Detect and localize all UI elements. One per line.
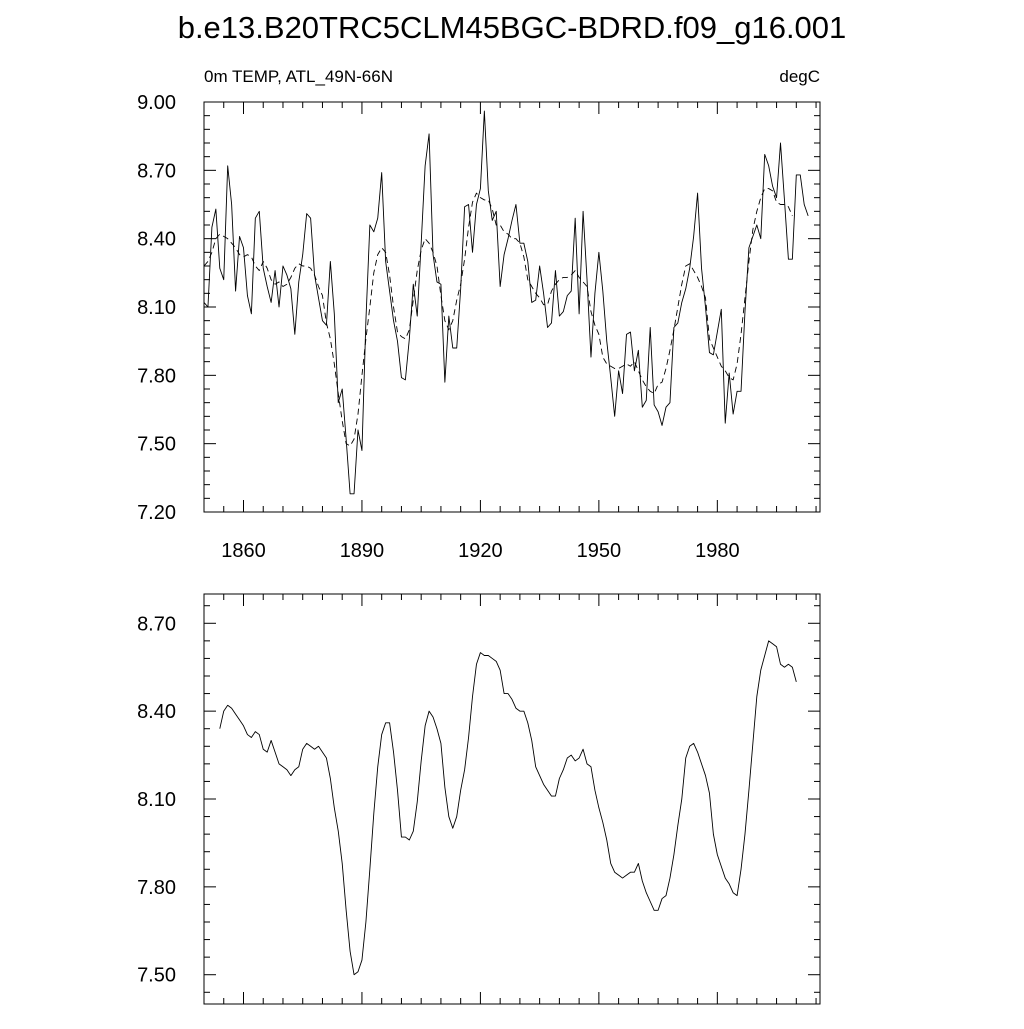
- chart-panel-bottom: [137, 594, 820, 1004]
- p1-x-tick-label: 1980: [695, 540, 740, 562]
- p2-y-tick-label: 7.80: [137, 876, 176, 899]
- p2-series-line-solid: [220, 641, 797, 975]
- p1-x-tick-label: 1860: [221, 540, 266, 562]
- p1-series-line-dashed: [204, 189, 792, 446]
- p1-y-tick-label: 8.10: [137, 297, 176, 319]
- chart-panel-top: [137, 92, 820, 562]
- p1-y-tick-label: 8.70: [137, 160, 176, 183]
- p1-y-tick-label: 7.50: [137, 433, 176, 456]
- p1-x-tick-label: 1950: [576, 540, 622, 562]
- p2-plot-frame: [204, 594, 820, 1004]
- p1-y-tick-label: 7.20: [137, 502, 176, 524]
- panel1-subtitle-left: 0m TEMP, ATL_49N-66N: [204, 67, 393, 86]
- p1-x-tick-label: 1890: [339, 540, 385, 562]
- p2-y-tick-label: 8.10: [137, 789, 176, 811]
- p1-y-tick-label: 8.40: [137, 228, 176, 251]
- p1-y-tick-label: 9.00: [137, 92, 176, 114]
- p1-series-line-solid: [204, 111, 808, 494]
- chart-title: b.e13.B20TRC5CLM45BGC-BDRD.f09_g16.001: [177, 10, 847, 45]
- p1-x-tick-label: 1920: [458, 540, 503, 562]
- p1-y-tick-label: 7.80: [137, 365, 176, 388]
- p2-y-tick-label: 7.50: [137, 964, 176, 987]
- panel1-subtitle-right: degC: [779, 67, 820, 86]
- p1-plot-frame: [204, 102, 820, 512]
- p2-y-tick-label: 8.40: [137, 701, 176, 724]
- p2-y-tick-label: 8.70: [137, 613, 176, 636]
